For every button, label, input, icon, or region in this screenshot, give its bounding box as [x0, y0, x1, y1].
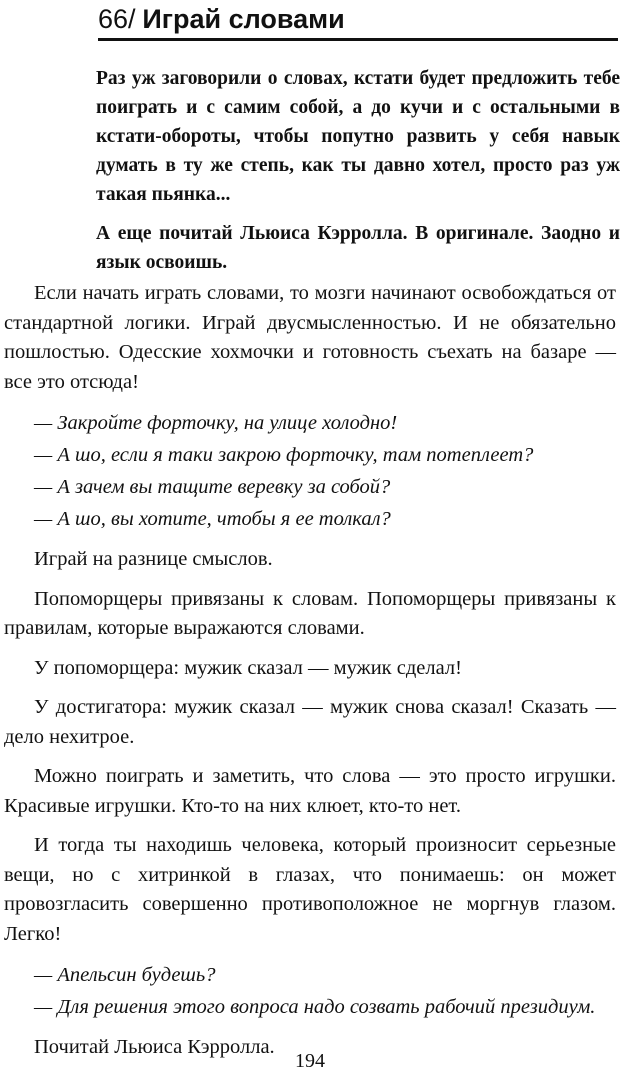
chapter-title: Играй словами	[142, 4, 345, 34]
header-text	[98, 4, 618, 34]
dialogue-line: — А шо, вы хотите, чтобы я ее толкал?	[34, 508, 391, 530]
dialogue-line: — Апельсин будешь?	[34, 964, 216, 986]
paragraph: У попоморщера: мужик сказал — мужик сделал!	[34, 656, 462, 679]
header-rule	[98, 38, 618, 41]
dialogue-line: — Закройте форточку, на улице холодно!	[34, 412, 398, 434]
paragraph: Попоморщеры привязаны к словам. Попоморщеры привязаны к правилам, которые выражаются словами.	[4, 587, 616, 639]
main-text	[4, 279, 616, 1073]
paragraph: И тогда ты находишь человека, который произносит серьезные вещи, но с хитринкой в глазах, что понимаешь: он может провозгласить совершенно противоположное не моргнув глазом. Легко!	[4, 834, 616, 945]
intro-block	[96, 64, 620, 277]
dialogue-line: — Для решения этого вопроса надо созвать рабочий президиум.	[34, 996, 596, 1018]
paragraph: Почитай Льюиса Кэрролла.	[34, 1036, 275, 1058]
paragraph: Играй на разнице смыслов.	[34, 548, 273, 570]
intro-paragraph: А еще почитай Льюиса Кэрролла. В оригинале. Заодно и язык освоишь.	[96, 223, 620, 273]
dialogue-line: — А зачем вы тащите веревку за собой?	[34, 476, 391, 498]
intro-paragraph: Раз уж заговорили о словах, кстати будет предложить тебе поиграть и с самим собой, а до кучи и с остальными в кстати-обороты, чтобы попутно развить у себя навык думать в ту же степь, как ты давно хотел, просто раз уж такая пьянка...	[96, 68, 620, 205]
footer-page-number: 194	[295, 1050, 325, 1072]
header-separator: /	[128, 4, 136, 34]
header-page-number: 66	[98, 4, 129, 34]
paragraph: Можно поиграть и заметить, что слова — это просто игрушки. Красивые игрушки. Кто-то на них клюет, кто-то нет.	[4, 765, 616, 817]
paragraph: Если начать играть словами, то мозги начинают освобождаться от стандартной логики. Играй двусмысленностью. И не обязательно пошлостью. Одесские хохмочки и готовность съехать на базаре — все это отсюда!	[4, 282, 616, 393]
paragraph: У достигатора: мужик сказал — мужик снова сказал! Сказать — дело нехитрое.	[4, 696, 616, 748]
dialogue-line: — А шо, если я таки закрою форточку, там потеплеет?	[34, 444, 534, 466]
running-header	[98, 4, 618, 40]
